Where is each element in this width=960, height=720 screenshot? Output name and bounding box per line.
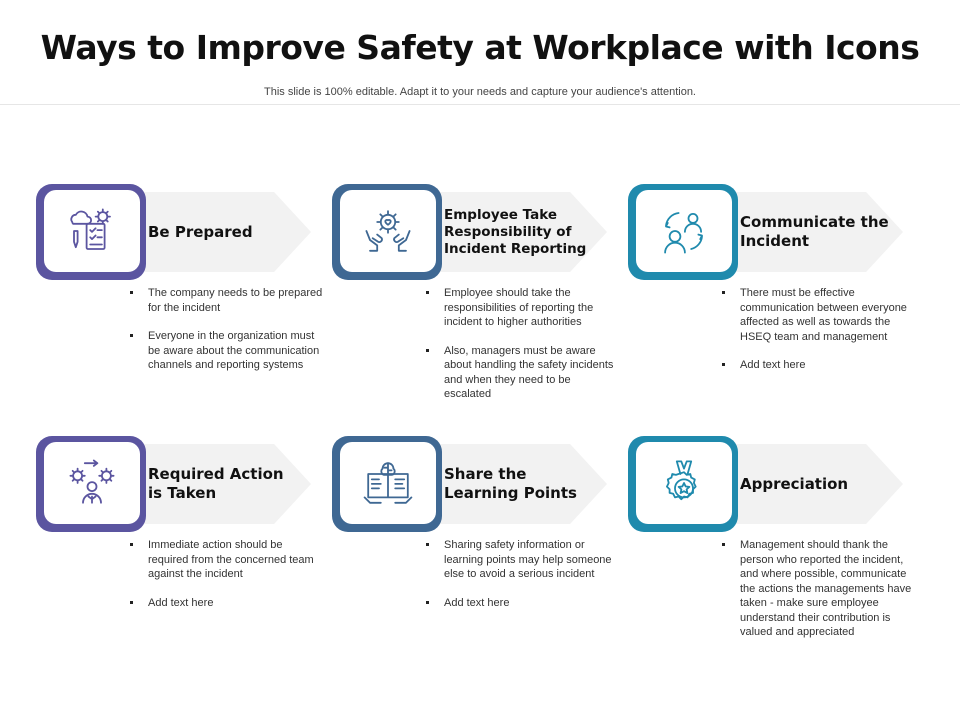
award-medal-icon [657, 456, 711, 510]
list-item: There must be effective communication between everyone affected as well as towards the HSEQ team and management [720, 286, 916, 344]
card-heading: Employee Take Responsibility of Incident Reporting [444, 206, 587, 257]
list-item: Add text here [720, 358, 916, 373]
book-brain-icon [361, 456, 415, 510]
card-heading: Appreciation [740, 474, 849, 493]
icon-frame [332, 436, 442, 532]
icon-frame [628, 184, 738, 280]
card-heading: Required Action is Taken [148, 465, 284, 502]
card-heading: Share the Learning Points [444, 465, 577, 502]
list-item: The company needs to be prepared for the incident [128, 286, 324, 315]
hands-gear-icon [361, 204, 415, 258]
slide-subtitle: This slide is 100% editable. Adapt it to your needs and capture your audience's attention. [264, 86, 696, 98]
list-item: Management should thank the person who reported the incident, and where possible, communicate the actions the managements have taken - make sure employee understand their contribution is valued and appreciated [720, 538, 916, 640]
preparation-checklist-icon [65, 204, 119, 258]
icon-frame [332, 184, 442, 280]
list-item: Also, managers must be aware about handling the safety incidents and when they need to be escalated [424, 344, 620, 402]
card-bullet-list [424, 286, 620, 416]
card-bullet-list [128, 538, 324, 624]
card-bullet-list [720, 286, 916, 387]
slide-title: Ways to Improve Safety at Workplace with Icons [40, 28, 920, 67]
card-heading: Communicate the Incident [740, 213, 889, 250]
list-item: Everyone in the organization must be aware about the communication channels and reporting systems [128, 329, 324, 373]
people-exchange-icon [657, 204, 711, 258]
list-item: Employee should take the responsibilities of reporting the incident to higher authorities [424, 286, 620, 330]
list-item: Immediate action should be required from the concerned team against the incident [128, 538, 324, 582]
list-item: Add text here [128, 596, 324, 611]
header-divider [0, 104, 960, 105]
icon-frame [628, 436, 738, 532]
icon-frame [36, 184, 146, 280]
list-item: Add text here [424, 596, 620, 611]
icon-frame [36, 436, 146, 532]
card-bullet-list [720, 538, 916, 654]
card-heading: Be Prepared [148, 222, 253, 241]
person-gears-icon [65, 456, 119, 510]
list-item: Sharing safety information or learning points may help someone else to avoid a serious incident [424, 538, 620, 582]
card-bullet-list [424, 538, 620, 624]
card-bullet-list [128, 286, 324, 387]
